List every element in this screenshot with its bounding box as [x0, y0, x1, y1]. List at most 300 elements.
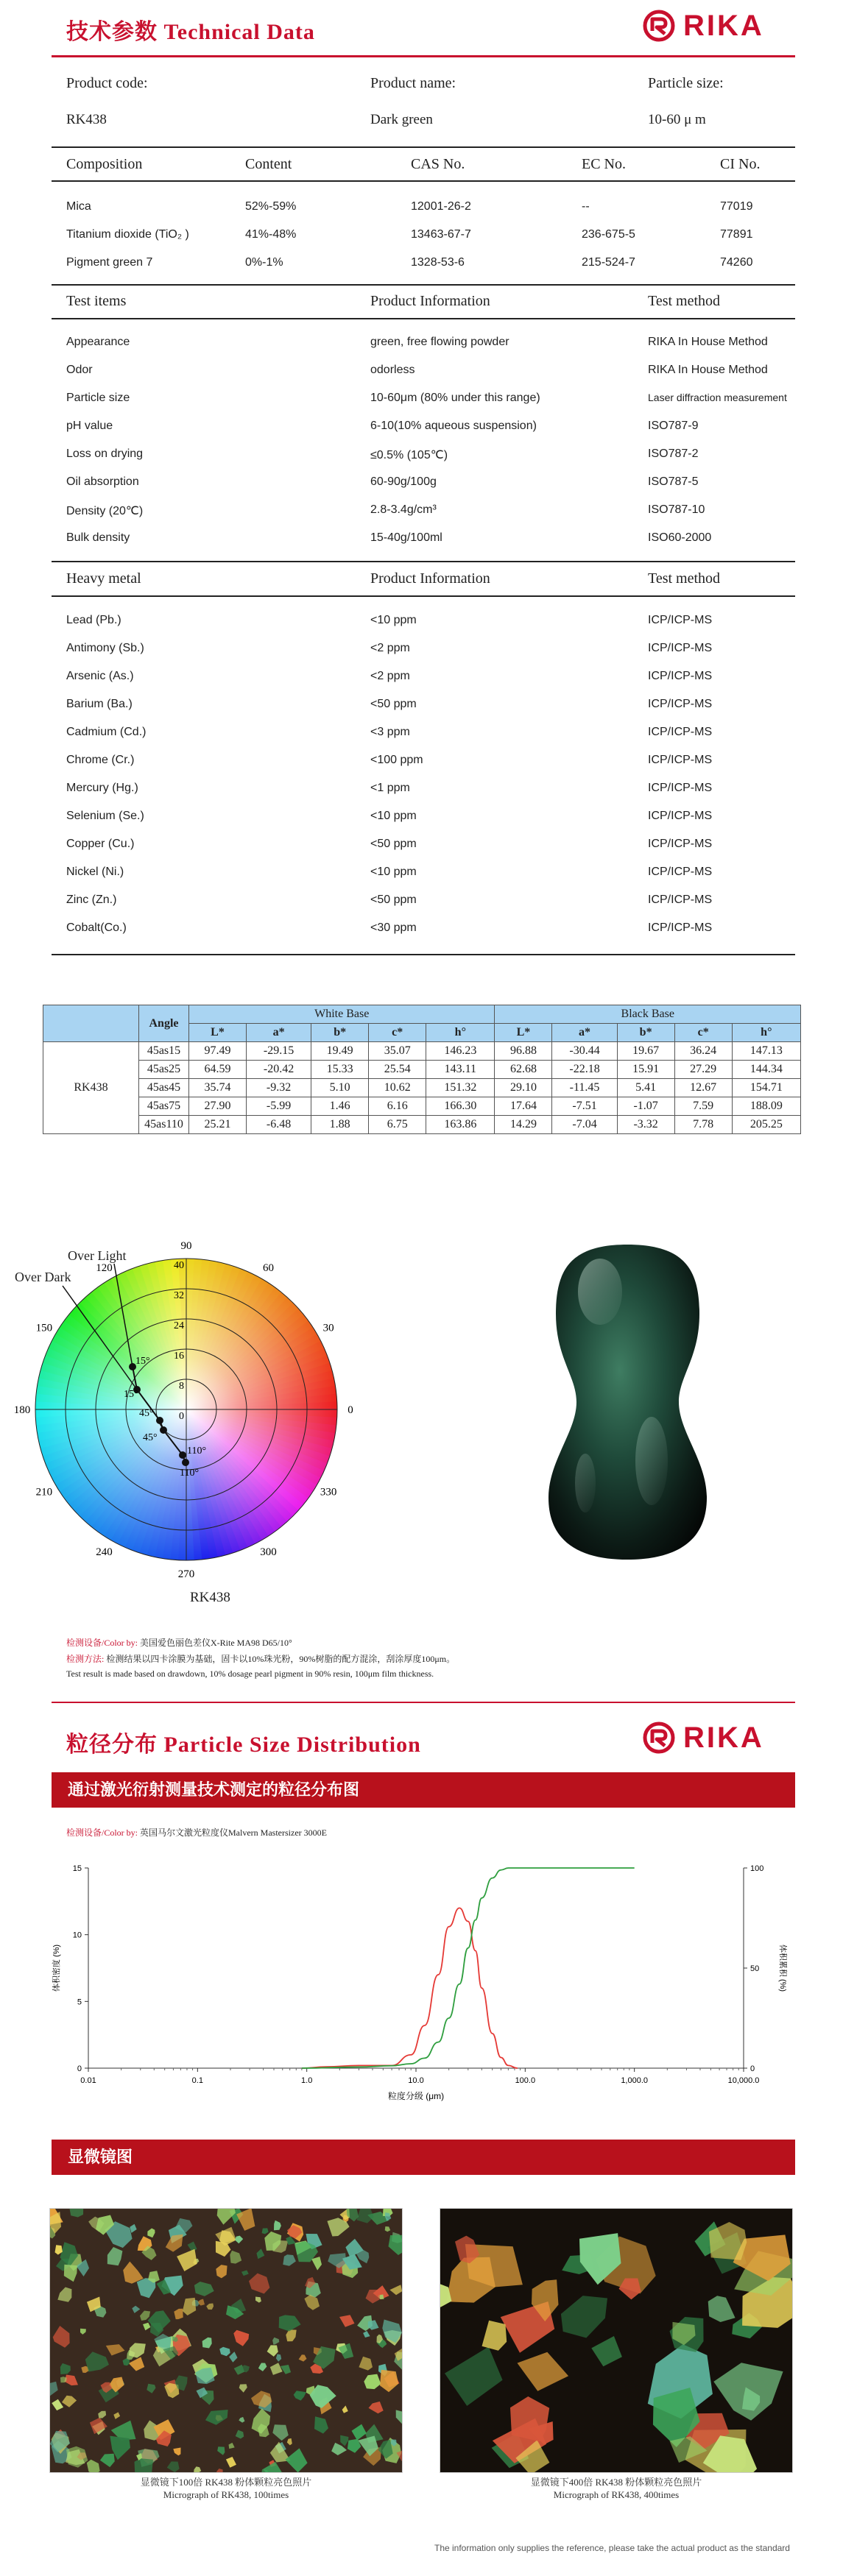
metal-method: ICP/ICP-MS — [648, 642, 713, 654]
ec-value: 215-524-7 — [582, 256, 635, 269]
angle-cell: 45as110 — [139, 1116, 189, 1134]
test-info: odorless — [370, 364, 415, 376]
micrograph-100x-caption — [49, 2476, 403, 2501]
table-row — [43, 1097, 801, 1116]
pigment-flake — [177, 2249, 197, 2271]
pigment-flake — [236, 2430, 244, 2439]
psd-bar-title: 通过激光衍射测量技术测定的粒径分布图 — [52, 1772, 795, 1808]
angle-header: Angle — [139, 1005, 189, 1042]
pigment-flake — [591, 2336, 622, 2366]
white-base-header: White Base — [189, 1005, 495, 1024]
metal-limit: <10 ppm — [370, 866, 417, 878]
white-base-value: 143.11 — [426, 1061, 495, 1079]
pigment-flake — [98, 2411, 106, 2418]
heavy-metal-header: Heavy metal — [66, 570, 141, 587]
pigment-flake — [206, 2304, 214, 2310]
pigment-flake — [87, 2460, 100, 2473]
white-base-value: 151.32 — [426, 1079, 495, 1097]
pigment-flake — [272, 2424, 289, 2441]
heavy-test-method-header: Test method — [648, 570, 721, 587]
pigment-flake — [64, 2265, 77, 2282]
particle-size-value: 10-60 μ m — [648, 112, 706, 127]
metal-method: ICP/ICP-MS — [648, 810, 713, 822]
test-method: ISO787-9 — [648, 420, 699, 432]
divider — [52, 595, 795, 597]
color-method-label: 检测方法: — [66, 1654, 105, 1664]
content-col-header: Content — [245, 156, 292, 172]
pigment-flake — [60, 2363, 71, 2374]
pigment-flake — [166, 2234, 183, 2252]
logo-text: RIKA — [683, 1721, 764, 1754]
pigment-flake — [233, 2330, 249, 2346]
white-base-value: 166.30 — [426, 1097, 495, 1116]
degree-label: 120 — [96, 1262, 113, 1274]
metal-limit: <30 ppm — [370, 921, 417, 934]
degree-label: 0 — [348, 1404, 353, 1416]
table-row — [43, 1061, 801, 1079]
black-base-value: 12.67 — [674, 1079, 732, 1097]
test-item: Loss on drying — [66, 447, 144, 460]
black-base-value: 7.78 — [674, 1116, 732, 1134]
pigment-flake — [50, 2382, 58, 2397]
density-series-line — [302, 1908, 518, 2068]
pigment-flake — [286, 2329, 296, 2341]
pigment-flake — [342, 2405, 348, 2413]
color-point — [156, 1417, 163, 1424]
white-base-value: 5.10 — [311, 1079, 369, 1097]
pigment-flake — [274, 2221, 281, 2231]
metal-method: ICP/ICP-MS — [648, 670, 713, 682]
cas-value: 12001-26-2 — [411, 200, 471, 213]
white-base-value: 25.54 — [369, 1061, 426, 1079]
black-base-value: 17.64 — [495, 1097, 552, 1116]
lab-col-header: L* — [495, 1024, 552, 1042]
ec-value: 236-675-5 — [582, 228, 635, 241]
ci-value: 77019 — [720, 200, 753, 213]
test-method: RIKA In House Method — [648, 336, 768, 348]
y-tick-label: 15 — [72, 1864, 82, 1873]
pigment-flake — [294, 2391, 306, 2400]
test-info: 6-10(10% aqueous suspension) — [370, 420, 537, 432]
black-base-value: 144.34 — [732, 1061, 800, 1079]
rika-logo-2 — [642, 1721, 764, 1755]
polar-caption: RK438 — [190, 1590, 230, 1605]
pigment-flake — [389, 2235, 403, 2255]
pigment-flake — [270, 2363, 283, 2375]
micrograph-400x-image — [440, 2208, 793, 2473]
color-device-label: 检测设备/Color by: — [66, 1638, 138, 1648]
white-base-value: 35.07 — [369, 1042, 426, 1061]
white-base-value: 1.88 — [311, 1116, 369, 1134]
ci-value: 74260 — [720, 256, 753, 269]
metal-name: Lead (Pb.) — [66, 614, 121, 626]
degree-label: 270 — [177, 1568, 195, 1580]
pigment-flake — [215, 2227, 236, 2243]
test-method: Laser diffraction measurement — [648, 392, 787, 403]
white-base-value: -6.48 — [247, 1116, 311, 1134]
micrograph-100x-image — [49, 2208, 403, 2473]
pigment-flake — [135, 2458, 154, 2473]
rika-logo-icon — [642, 1721, 676, 1755]
pigment-flake — [299, 2354, 307, 2361]
metal-limit: <10 ppm — [370, 614, 417, 626]
pigment-flake — [90, 2418, 107, 2434]
pigment-flake — [708, 2296, 736, 2322]
footer-note: The information only supplies the reference, please take the actual product as the standard — [434, 2543, 790, 2553]
lab-col-header: L* — [189, 1024, 247, 1042]
lab-col-header: h° — [426, 1024, 495, 1042]
metal-method: ICP/ICP-MS — [648, 838, 713, 850]
pigment-flake — [229, 2443, 235, 2449]
ci-value: 77891 — [720, 228, 753, 241]
pigment-flake — [241, 2271, 249, 2276]
black-base-value: 5.41 — [617, 1079, 674, 1097]
x-tick-label: 0.01 — [80, 2076, 96, 2085]
y2-tick-label: 100 — [750, 1864, 764, 1873]
metal-method: ICP/ICP-MS — [648, 866, 713, 878]
degree-label: 150 — [35, 1322, 53, 1334]
micrograph-400x-caption — [440, 2476, 793, 2501]
white-base-value: 6.16 — [369, 1097, 426, 1116]
white-base-value: 15.33 — [311, 1061, 369, 1079]
black-base-value: 19.67 — [617, 1042, 674, 1061]
pigment-flake — [167, 2461, 180, 2472]
x-tick-label: 10,000.0 — [727, 2076, 760, 2085]
pigment-flake — [561, 2296, 607, 2338]
cas-col-header: CAS No. — [411, 156, 465, 172]
test-info: green, free flowing powder — [370, 336, 509, 348]
divider — [52, 284, 795, 286]
pigment-flake — [258, 2363, 267, 2371]
metal-limit: <3 ppm — [370, 726, 410, 738]
cas-value: 1328-53-6 — [411, 256, 465, 269]
white-base-value: -9.32 — [247, 1079, 311, 1097]
pigment-flake — [518, 2352, 569, 2391]
pigment-flake — [100, 2454, 115, 2467]
composition-col-header: Composition — [66, 156, 143, 172]
pigment-flake — [279, 2315, 301, 2331]
pigment-flake — [230, 2251, 241, 2264]
angle-point-label: 15° — [135, 1356, 150, 1367]
page-title: 技术参数 Technical Data — [66, 20, 315, 44]
pigment-flake — [339, 2315, 355, 2327]
black-base-value: 154.71 — [732, 1079, 800, 1097]
metal-limit: <50 ppm — [370, 894, 417, 906]
section-divider — [52, 1702, 795, 1703]
angle-point-label: 45° — [143, 1432, 158, 1443]
rika-logo — [642, 9, 764, 43]
pigment-flake — [226, 2457, 236, 2468]
y2-axis-label: 体积累积 (%) — [778, 1944, 787, 1992]
x-tick-label: 10.0 — [408, 2076, 424, 2085]
y-axis-label: 体积密度 (%) — [52, 1944, 61, 1992]
black-base-value: 15.91 — [617, 1061, 674, 1079]
divider — [52, 318, 795, 319]
metal-limit: <2 ppm — [370, 670, 410, 682]
pigment-flake — [357, 2209, 374, 2223]
black-base-value: -7.04 — [552, 1116, 617, 1134]
x-tick-label: 1,000.0 — [621, 2076, 649, 2085]
pigment-flake — [219, 2347, 230, 2357]
test-item: Odor — [66, 364, 93, 376]
pigment-flake — [85, 2352, 109, 2371]
degree-label: 30 — [322, 1322, 334, 1334]
psd-chart — [0, 1840, 843, 2120]
pigment-flake — [396, 2410, 403, 2424]
white-base-value: 146.23 — [426, 1042, 495, 1061]
logo-text: RIKA — [683, 9, 764, 42]
ec-value: -- — [582, 200, 590, 213]
color-point — [179, 1451, 186, 1459]
pigment-flake — [366, 2290, 381, 2304]
metal-method: ICP/ICP-MS — [648, 614, 713, 626]
radial-label: 32 — [174, 1290, 184, 1301]
color-method-note — [66, 1652, 455, 1665]
white-base-value: 97.49 — [189, 1042, 247, 1061]
psd-device-label: 检测设备/Color by: — [66, 1827, 138, 1838]
pigment-flake — [267, 2345, 278, 2357]
black-base-value: -11.45 — [552, 1079, 617, 1097]
black-base-value: 36.24 — [674, 1042, 732, 1061]
pigment-flake — [340, 2435, 348, 2446]
white-base-value: 163.86 — [426, 1116, 495, 1134]
product-code-value: RK438 — [66, 112, 107, 127]
metal-name: Zinc (Zn.) — [66, 894, 117, 906]
pigment-flake — [285, 2448, 307, 2472]
black-base-value: -7.51 — [552, 1097, 617, 1116]
psd-title: 粒径分布 Particle Size Distribution — [66, 1733, 421, 1757]
angle-cell: 45as45 — [139, 1079, 189, 1097]
x-tick-label: 0.1 — [191, 2076, 203, 2085]
angle-cell: 45as25 — [139, 1061, 189, 1079]
test-item: Density (20℃) — [66, 505, 144, 517]
rika-logo-icon — [642, 9, 676, 43]
degree-label: 300 — [260, 1546, 277, 1559]
metal-method: ICP/ICP-MS — [648, 698, 713, 710]
radial-label: 0 — [179, 1411, 184, 1422]
pigment-flake — [140, 2311, 150, 2321]
divider — [52, 146, 795, 148]
pigment-flake — [216, 2265, 227, 2278]
pigment-flake — [276, 2354, 281, 2361]
pigment-flake — [53, 2326, 70, 2348]
test-info: ≤0.5% (105℃) — [370, 449, 448, 461]
psd-device-note — [66, 1826, 327, 1839]
caption-cn: 显微镜下400倍 RK438 粉体颗粒亮色照片 — [530, 2477, 702, 2488]
pigment-flake — [216, 2469, 223, 2473]
pigment-flake — [304, 2295, 320, 2310]
metal-limit: <50 ppm — [370, 698, 417, 710]
white-base-value: -29.15 — [247, 1042, 311, 1061]
degree-label: 210 — [35, 1486, 53, 1498]
psd-device-value: 英国马尔文激光粒度仪Malvern Mastersizer 3000E — [140, 1827, 327, 1838]
caption-cn: 显微镜下100倍 RK438 粉体颗粒亮色照片 — [140, 2477, 312, 2488]
pigment-flake — [194, 2282, 214, 2296]
color-method-value: 检测结果以四卡涂膜为基础，固卡以10%珠光粉，90%树脂的配方混涂，刮涂厚度100μm。 — [106, 1654, 456, 1664]
pigment-flake — [113, 2412, 120, 2419]
lab-col-header: b* — [311, 1024, 369, 1042]
pigment-flake — [147, 2384, 155, 2393]
empty-cell — [43, 1005, 139, 1042]
test-method-header: Test method — [648, 293, 721, 309]
color-polar-chart — [0, 1222, 412, 1619]
white-base-value: 1.46 — [311, 1097, 369, 1116]
pigment-flake — [129, 2343, 146, 2357]
pigment-flake — [445, 2347, 503, 2406]
y2-tick-label: 50 — [750, 1964, 760, 1973]
radial-label: 40 — [174, 1260, 184, 1271]
divider — [52, 561, 795, 562]
metal-name: Antimony (Sb.) — [66, 642, 144, 654]
test-info: 2.8-3.4g/cm³ — [370, 503, 437, 516]
test-item: Bulk density — [66, 531, 130, 544]
white-base-value: -5.99 — [247, 1097, 311, 1116]
metal-method: ICP/ICP-MS — [648, 726, 713, 738]
test-method: RIKA In House Method — [648, 364, 768, 376]
pigment-flake — [66, 2446, 88, 2468]
pigment-flake — [314, 2416, 328, 2433]
over-light-label: Over Light — [68, 1248, 127, 1263]
test-item: Oil absorption — [66, 475, 139, 488]
pigment-flake — [249, 2274, 269, 2294]
pigment-flake — [281, 2365, 291, 2374]
product-info-header: Product Information — [370, 293, 490, 309]
test-info: 15-40g/100ml — [370, 531, 442, 544]
pigment-flake — [272, 2338, 279, 2345]
metal-limit: <2 ppm — [370, 642, 410, 654]
pigment-flake — [143, 2323, 150, 2330]
black-base-value: 62.68 — [495, 1061, 552, 1079]
angle-point-label: 15° — [124, 1389, 138, 1400]
over-dark-label: Over Dark — [15, 1270, 71, 1284]
angle-point-label: 45° — [139, 1408, 154, 1419]
metal-name: Selenium (Se.) — [66, 810, 144, 822]
test-method: ISO787-2 — [648, 447, 699, 460]
pigment-flake — [389, 2285, 402, 2295]
pigment-flake — [57, 2287, 71, 2302]
metal-name: Arsenic (As.) — [66, 670, 134, 682]
x-tick-label: 100.0 — [515, 2076, 536, 2085]
black-base-header: Black Base — [495, 1005, 801, 1024]
lab-col-header: c* — [369, 1024, 426, 1042]
black-base-value: 14.29 — [495, 1116, 552, 1134]
color-method-en: Test result is made based on drawdown, 10% dosage pearl pigment in 90% resin, 100μm film thickness. — [66, 1669, 434, 1679]
pigment-flake — [106, 2344, 125, 2355]
white-base-value: -20.42 — [247, 1061, 311, 1079]
pigment-flake — [70, 2209, 84, 2218]
test-method: ISO787-10 — [648, 503, 705, 516]
black-base-value: 96.88 — [495, 1042, 552, 1061]
lab-col-header: h° — [732, 1024, 800, 1042]
test-info: 60-90g/100g — [370, 475, 437, 488]
component-name: Mica — [66, 200, 91, 213]
metal-limit: <1 ppm — [370, 782, 410, 794]
pigment-flake — [235, 2236, 243, 2244]
pigment-flake — [262, 2228, 269, 2234]
heavy-product-info-header: Product Information — [370, 570, 490, 587]
component-name: Titanium dioxide (TiO₂ ) — [66, 228, 189, 241]
y-tick-label: 10 — [72, 1931, 82, 1940]
pigment-flake — [385, 2226, 391, 2232]
black-base-value: 188.09 — [732, 1097, 800, 1116]
lab-col-header: a* — [552, 1024, 617, 1042]
pigment-flake — [380, 2370, 398, 2392]
content-value: 52%-59% — [245, 200, 297, 213]
white-base-value: 35.74 — [189, 1079, 247, 1097]
divider — [52, 954, 795, 955]
test-info: 10-60μm (80% under this range) — [370, 392, 540, 404]
test-item: Appearance — [66, 336, 130, 348]
metal-limit: <50 ppm — [370, 838, 417, 850]
pigment-flake — [194, 2466, 201, 2473]
test-method: ISO60-2000 — [648, 531, 712, 544]
metal-method: ICP/ICP-MS — [648, 754, 713, 766]
pigment-flake — [174, 2309, 183, 2319]
test-item: pH value — [66, 420, 113, 432]
test-items-header: Test items — [66, 293, 127, 309]
radial-label: 16 — [174, 1351, 184, 1362]
pigment-flake — [482, 2321, 507, 2351]
metal-limit: <100 ppm — [370, 754, 423, 766]
white-base-value: 19.49 — [311, 1042, 369, 1061]
y2-tick-label: 0 — [750, 2064, 755, 2073]
pigment-flake — [130, 2224, 136, 2233]
pigment-flake — [173, 2448, 180, 2456]
metal-method: ICP/ICP-MS — [648, 782, 713, 794]
component-name: Pigment green 7 — [66, 256, 153, 269]
test-item: Particle size — [66, 392, 130, 404]
degree-label: 240 — [96, 1546, 113, 1559]
degree-label: 180 — [13, 1404, 31, 1416]
metal-name: Cadmium (Cd.) — [66, 726, 147, 738]
pigment-flake — [713, 2363, 783, 2421]
metal-name: Barium (Ba.) — [66, 698, 133, 710]
y-tick-label: 5 — [77, 1998, 82, 2007]
black-base-value: -30.44 — [552, 1042, 617, 1061]
white-base-value: 25.21 — [189, 1116, 247, 1134]
pigment-flake — [107, 2247, 123, 2265]
pigment-flake — [255, 2297, 261, 2303]
content-value: 0%-1% — [245, 256, 283, 269]
pigment-flake — [368, 2320, 379, 2329]
table-row — [43, 1116, 801, 1134]
sample-panel-image — [541, 1240, 714, 1564]
black-base-value: 205.25 — [732, 1116, 800, 1134]
test-method: ISO787-5 — [648, 475, 699, 488]
radial-label: 8 — [179, 1381, 184, 1392]
white-base-value: 27.90 — [189, 1097, 247, 1116]
radial-label: 24 — [174, 1320, 184, 1331]
angle-point-label: 110° — [180, 1468, 200, 1479]
pigment-flake — [123, 2262, 144, 2284]
degree-label: 330 — [320, 1486, 337, 1498]
black-base-value: 27.29 — [674, 1061, 732, 1079]
caption-en: Micrograph of RK438, 400times — [553, 2489, 680, 2500]
caption-en: Micrograph of RK438, 100times — [163, 2489, 289, 2500]
pigment-flake — [52, 2399, 63, 2410]
degree-label: 90 — [180, 1240, 192, 1252]
pigment-flake — [147, 2229, 155, 2238]
metal-name: Mercury (Hg.) — [66, 782, 138, 794]
metal-limit: <10 ppm — [370, 810, 417, 822]
divider — [52, 180, 795, 182]
pigment-flake — [229, 2352, 237, 2363]
pigment-flake — [283, 2254, 296, 2266]
pigment-flake — [352, 2424, 367, 2441]
pigment-flake — [369, 2402, 384, 2413]
pigment-flake — [202, 2338, 212, 2349]
table-row — [43, 1079, 801, 1097]
